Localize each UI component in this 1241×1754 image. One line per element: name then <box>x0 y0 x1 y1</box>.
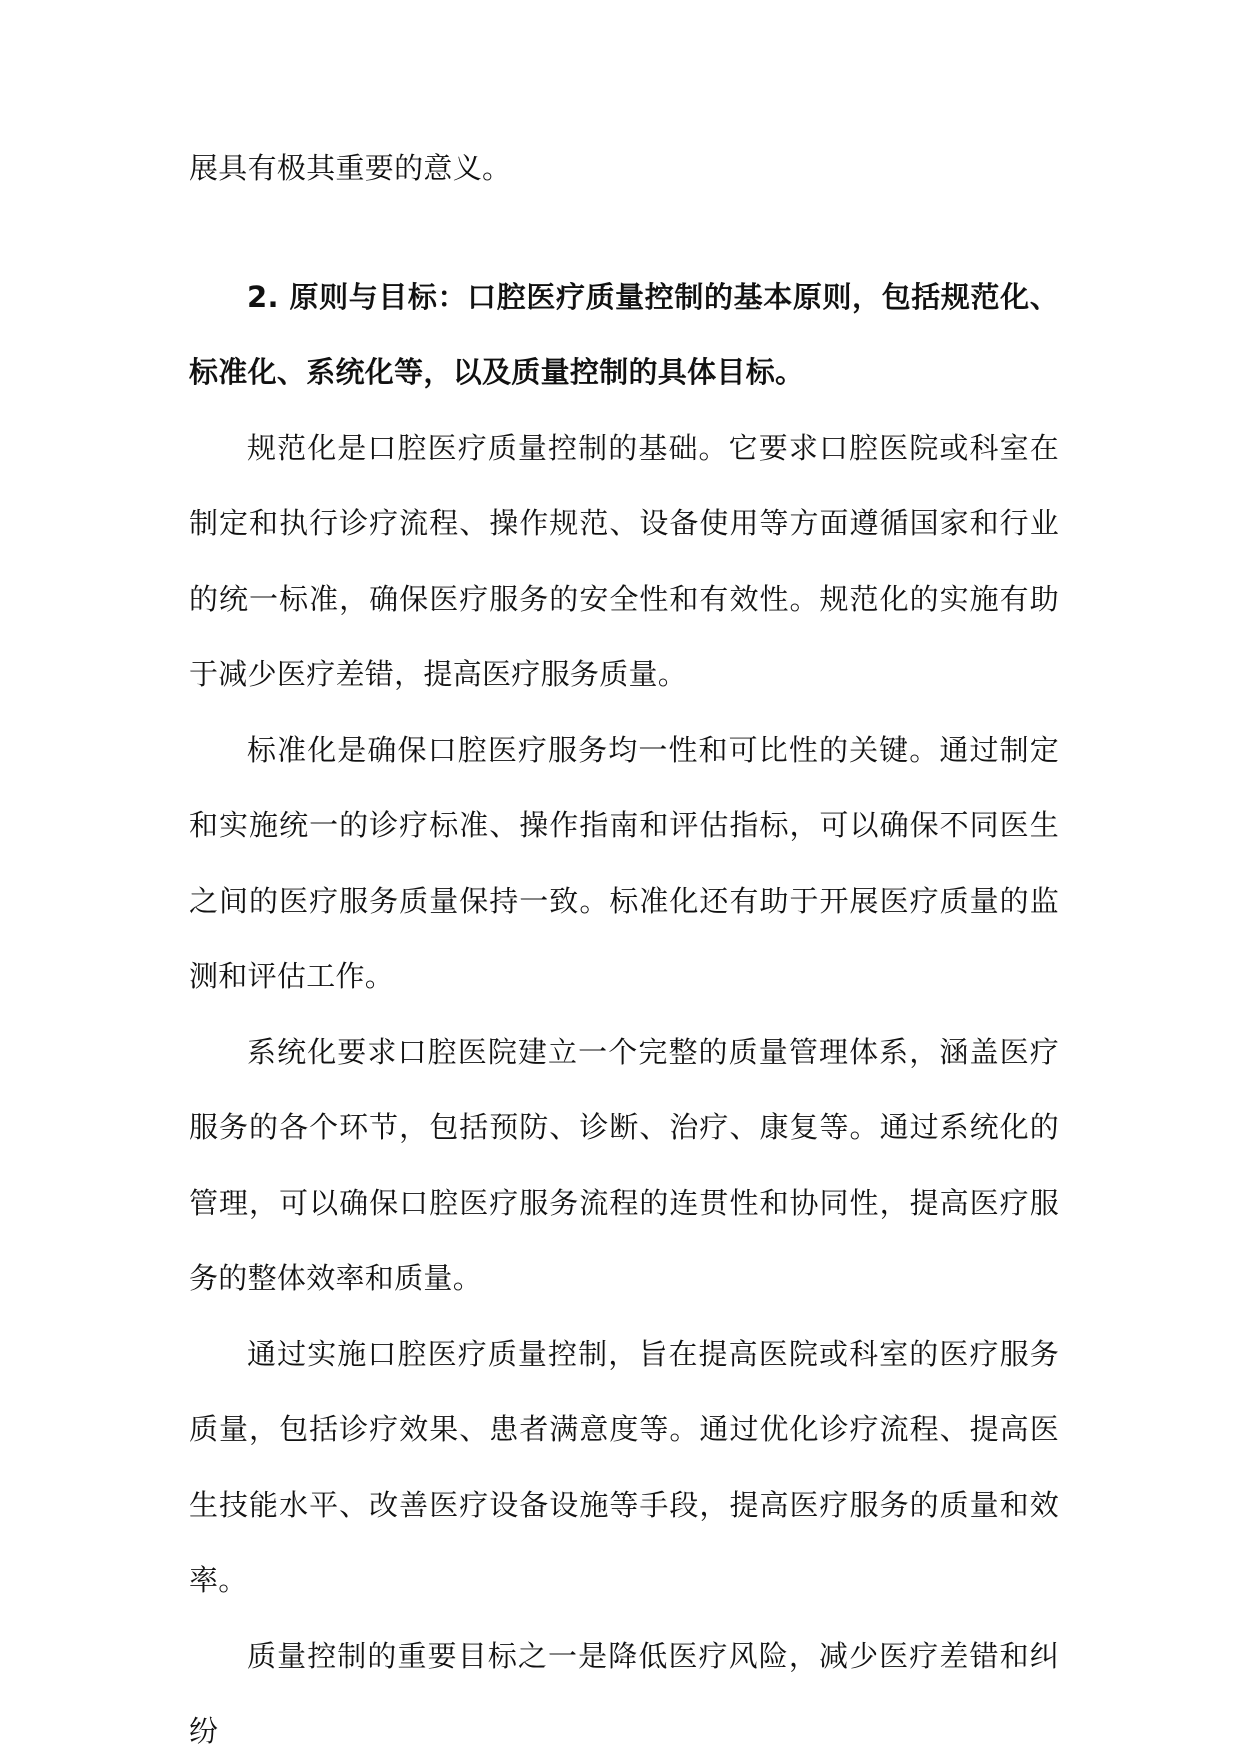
paragraph-risk-reduction: 质量控制的重要目标之一是降低医疗风险，减少医疗差错和纠纷 <box>189 1638 1059 1748</box>
document-body <box>189 131 1059 1754</box>
paragraph-standardization-norms: 规范化是口腔医疗质量控制的基础。它要求口腔医院或科室在制定和执行诊疗流程、操作规范、设备使用等方面遵循国家和行业的统一标准，确保医疗服务的安全性和有效性。规范化的实施有助于减少医疗差错，提高医疗服务质量。 <box>189 430 1059 691</box>
continuation-text: 展具有极其重要的意义。 <box>189 151 512 185</box>
paragraph-quality-goals: 通过实施口腔医疗质量控制，旨在提高医院或科室的医疗服务质量，包括诊疗效果、患者满意度等。通过优化诊疗流程、提高医生技能水平、改善医疗设备设施等手段，提高医疗服务的质量和效率。 <box>189 1336 1059 1597</box>
paragraph-standardization: 标准化是确保口腔医疗服务均一性和可比性的关键。通过制定和实施统一的诊疗标准、操作指南和评估指标，可以确保不同医生之间的医疗服务质量保持一致。标准化还有助于开展医疗质量的监测和评估工作。 <box>189 732 1059 993</box>
section-heading: 2. 原则与目标：口腔医疗质量控制的基本原则，包括规范化、标准化、系统化等，以及质量控制的具体目标。 <box>189 279 1059 389</box>
paragraph-systematization: 系统化要求口腔医院建立一个完整的质量管理体系，涵盖医疗服务的各个环节，包括预防、诊断、治疗、康复等。通过系统化的管理，可以确保口腔医疗服务流程的连贯性和协同性，提高医疗服务的整体效率和质量。 <box>189 1034 1059 1295</box>
